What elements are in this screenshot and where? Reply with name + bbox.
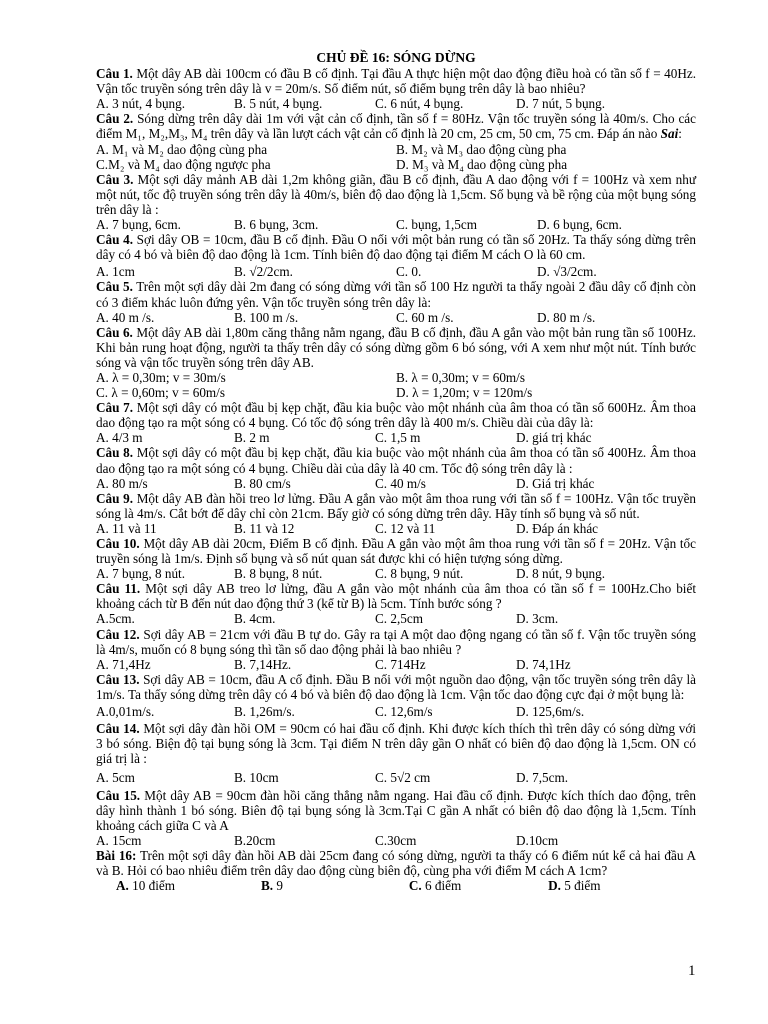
question-number: Câu 6. — [96, 324, 133, 340]
answer-c: C.30cm — [375, 832, 417, 848]
question-number: Câu 4. — [96, 232, 133, 248]
answer-a: A. 3 nút, 4 bụng. — [96, 96, 186, 112]
question-number: Câu 15. — [96, 787, 141, 803]
answer-d: D. 80 m /s. — [537, 309, 596, 325]
answer-d: D. 7,5cm. — [516, 770, 569, 786]
answer-b: B. 1,26m/s. — [234, 704, 295, 720]
answer-b: B.20cm — [234, 832, 276, 848]
answer-d: D. λ = 1,20m; v = 120m/s — [396, 385, 533, 401]
answer-c: C. λ = 0,60m; v = 60m/s — [96, 385, 225, 401]
question-text: Một sợi dây có một đầu bị kẹp chặt, đầu kia buộc vào một nhánh của âm thoa có tần số 600Hz. Âm thoa dao động tạo ra một sóng có 4 bụng. Có tốc độ sóng trên dây là 400 m/s. Chiều dài của dây là: — [96, 400, 697, 431]
question-number: Câu 3. — [96, 171, 134, 187]
answer-c: C. bụng, 1,5cm — [396, 217, 477, 233]
question-5 — [96, 279, 696, 324]
question-10 — [96, 536, 696, 581]
answer-a: A. 40 m /s. — [96, 309, 155, 325]
page-title: CHỦ ĐỀ 16: SÓNG DỪNG — [316, 50, 476, 65]
question-16 — [96, 848, 696, 893]
answer-row — [96, 657, 696, 672]
answer-row — [96, 878, 696, 893]
page-number: 1 — [688, 963, 696, 979]
answer-row — [96, 310, 696, 325]
question-text: Một dây AB đàn hồi treo lơ lửng. Đầu A gắn vào một âm thoa rung với tần số f = 100Hz. Vận tốc truyền sóng là 4m/s. Cắt bớt để dây chỉ còn 21cm. Bấy giờ có sóng dừng trên dây. Hãy tính số bụng và số nút. — [96, 490, 697, 521]
question-14 — [96, 721, 696, 785]
answer-b: B. λ = 0,30m; v = 60m/s — [396, 369, 525, 385]
answer-d: D. √3/2cm. — [537, 264, 597, 280]
answer-d: D. 125,6m/s. — [516, 704, 585, 720]
answer-c: C. 0. — [396, 264, 422, 280]
answer-c: C. 6 nút, 4 bụng. — [375, 96, 464, 112]
question-7 — [96, 400, 696, 445]
answer-row — [96, 833, 696, 848]
answer-d: D. M₃ và M₄ dao động cùng pha — [396, 156, 568, 172]
answer-row — [96, 430, 696, 445]
question-9 — [96, 491, 696, 536]
answer-a: A.0,01m/s. — [96, 704, 155, 720]
answer-row — [96, 704, 696, 719]
question-1 — [96, 66, 696, 111]
answer-a: A. 7 bụng, 6cm. — [96, 217, 181, 233]
answer-b: B. 7,14Hz. — [234, 656, 292, 672]
answer-d: D. 5 điểm — [548, 878, 601, 894]
question-text: Một dây AB = 90cm đàn hồi căng thẳng nằm ngang. Hai đầu cố định. Được kích thích dao động, trên dây hình thành 1 bó sóng. Biên độ tại bụng sóng là 3cm.Tại C gần A nhất có biên độ dao động là 1,5cm. Tính khoảng cách giữa C và A — [96, 787, 696, 833]
answer-c: C. 714Hz — [375, 656, 426, 672]
answer-a: A. 4/3 m — [96, 430, 143, 446]
answer-b: B. 9 — [261, 878, 283, 894]
answer-c: C. 12,6m/s — [375, 704, 433, 720]
answer-row — [96, 770, 696, 785]
answer-row — [96, 217, 696, 232]
answer-b: B. 8 bụng, 8 nút. — [234, 566, 323, 582]
question-3 — [96, 172, 696, 232]
answer-b: B. 4cm. — [234, 611, 276, 627]
answer-d: D. 74,1Hz — [516, 656, 571, 672]
question-number: Câu 8. — [96, 445, 134, 461]
document-page — [96, 50, 696, 893]
answer-a: A. 80 m/s — [96, 475, 148, 491]
emphasis-word: Sai — [660, 126, 679, 142]
question-number: Câu 11. — [96, 581, 141, 597]
question-number: Câu 9. — [96, 490, 134, 506]
answer-a: A. 11 và 11 — [96, 520, 157, 536]
answer-row — [96, 476, 696, 491]
question-number: Câu 10. — [96, 536, 140, 551]
answer-b: B. 10cm — [234, 770, 279, 786]
answer-row — [96, 142, 696, 157]
question-text: Trên một sợi dây đàn hồi AB dài 25cm đang có sóng dừng, người ta thấy có 6 điểm nút kể cả hai đầu A và B. Hỏi có bao nhiêu điểm trên dây dao động cùng biên độ, cùng pha với điểm M cách A 1cm? — [96, 847, 696, 878]
question-text: Một dây AB dài 20cm, Điểm B cố định. Đầu A gắn vào một âm thoa rung với tần số f = 20Hz. Vận tốc truyền sóng là 1m/s. Định số bụng và số nút quan sát được khi có hiện tượng sóng dừng. — [96, 536, 697, 567]
question-8 — [96, 445, 696, 490]
answer-row — [96, 370, 696, 385]
question-number: Câu 13. — [96, 671, 140, 687]
answer-a: A. 7 bụng, 8 nút. — [96, 566, 186, 582]
question-number: Câu 2. — [96, 111, 134, 127]
answer-c: C. 1,5 m — [375, 430, 421, 446]
question-12 — [96, 627, 696, 672]
answer-c: C. 12 và 11 — [375, 520, 436, 536]
answer-row — [96, 385, 696, 400]
answer-a: A. 10 điểm — [116, 878, 175, 894]
question-15 — [96, 788, 696, 848]
question-13 — [96, 672, 696, 719]
question-text: Một sợi dây đàn hồi OM = 90cm có hai đầu cố định. Khi được kích thích thì trên dây có sóng dừng với 3 bó sóng. Biện độ tại bụng sóng là 3cm. Tại điểm N trên dây gần O nhất có biên độ dao động là 1,5cm. ON có giá trị là : — [96, 721, 696, 767]
answer-a: A. 15cm — [96, 832, 142, 848]
answer-b: B. 80 cm/s — [234, 475, 291, 491]
question-text: Một sợi dây có một đầu bị kẹp chặt, đầu kia buộc vào một nhánh của âm thoa có tần số 400Hz. Âm thoa dao động tạo ra một sóng có 4 bụng. Chiều dài của dây là 40 cm. Tốc độ sóng trên dây là : — [96, 445, 697, 476]
question-number: Câu 5. — [96, 279, 133, 295]
question-text: Sợi dây AB = 10cm, đầu A cố định. Đầu B nối với một nguồn dao động, vận tốc truyền sóng trên dây là 1m/s. Ta thấy sóng dừng trên dây có 4 bó và biên độ dao động là 1cm. Vận tốc dao động cực đại ở một bụng là: — [96, 671, 697, 702]
answer-b: B. M₂ và M₃ dao động cùng pha — [396, 141, 567, 157]
question-number: Bài 16: — [96, 847, 137, 863]
question-text: Sợi dây OB = 10cm, đầu B cố định. Đầu O nối với một bản rung có tần số 20Hz. Ta thấy sóng dừng trên dây có 4 bó và biên độ dao động là 1cm. Tính biên độ dao động tại điểm M cách O là 60 cm. — [96, 232, 697, 263]
answer-row — [96, 611, 696, 626]
question-text: Một sợi dây mảnh AB dài 1,2m không giãn, đầu B cố định, đầu A dao động với f = 100Hz và xem như một nút, tốc độ truyền sóng trên dây là 40m/s, biên độ dao động là 1,5cm. Số bụng và bề rộng của một bụng sóng trên dây là : — [96, 171, 697, 217]
answer-row — [96, 96, 696, 111]
answer-d: D. giá trị khác — [516, 430, 592, 446]
answer-row — [96, 566, 696, 581]
answer-b: B. 2 m — [234, 430, 270, 446]
answer-d: D. 8 nút, 9 bụng. — [516, 566, 606, 582]
answer-b: B. √2/2cm. — [234, 264, 293, 280]
answer-d: D. Giá trị khác — [516, 475, 595, 491]
question-text: Một dây AB dài 100cm có đầu B cố định. Tại đầu A thực hiện một dao động điều hoà có tần số f = 40Hz. Vận tốc truyền sóng trên dây là v = 20m/s. Số điểm nút, số điểm bụng trên dây là bao nhiêu? — [96, 66, 696, 97]
answer-a: A. 1cm — [96, 264, 135, 280]
question-6 — [96, 325, 696, 400]
answer-d: D. 7 nút, 5 bụng. — [516, 96, 606, 112]
answer-c: C. 8 bụng, 9 nút. — [375, 566, 464, 582]
answer-c: C. 2,5cm — [375, 611, 423, 627]
answer-a: A. 71,4Hz — [96, 656, 151, 672]
answer-c: C. 6 điểm — [408, 878, 462, 894]
question-text: Một dây AB dài 1,80m căng thẳng nằm ngang, đầu B cố định, đầu A gắn vào một bản rung tần số 100Hz. Khi bản rung hoạt động, người ta thấy trên dây có sóng dừng gồm 6 bó sóng, với A xem như một nút. Tính bước sóng và vận tốc truyền sóng trên dây AB. — [96, 324, 696, 370]
question-text: Một sợi dây AB treo lơ lửng, đầu A gắn vào một nhánh của âm thoa có tần số f = 100Hz.Cho biết khoảng cách từ B đến nút dao động thứ 3 (kể từ B) là 5cm. Tính bước sóng ? — [96, 581, 696, 612]
answer-d: D.10cm — [516, 832, 559, 848]
answer-row — [96, 157, 696, 172]
question-2: Câu 2. Sóng dừng trên dây dài 1m với vật cản cố định, tần số f = 80Hz. Vận tốc truyền sóng là 40m/s. Cho các điểm M₁, M₂,M₃, M₄ trên dây và lần lượt cách vật cản cố định là 20 cm, 25 cm, 50 cm, 75 cm. Đáp án nào Sai: A. M₁ và M₂ dao động cùng pha B. M₂ và M₃ dao động cùng pha C.M₂ và M₄ dao động ngược pha D. M₃ và M₄ dao động cùng pha — [96, 111, 697, 172]
answer-b: B. 5 nút, 4 bụng. — [234, 96, 323, 112]
answer-d: D. 6 bụng, 6cm. — [537, 217, 622, 233]
question-text: Sợi dây AB = 21cm với đầu B tự do. Gây ra tại A một dao động ngang có tần số f. Vận tốc truyền sóng là 4m/s, muốn có 8 bụng sóng thì tần số dao động phải là bao nhiêu ? — [96, 626, 697, 657]
answer-c: C.M₂ và M₄ dao động ngược pha — [96, 156, 271, 172]
answer-c: C. 5√2 cm — [375, 770, 431, 786]
answer-c: C. 60 m /s. — [396, 309, 454, 325]
question-number: Câu 7. — [96, 400, 134, 416]
answer-row — [96, 521, 696, 536]
question-number: Câu 14. — [96, 721, 140, 737]
question-text: Trên một sợi dây dài 2m đang có sóng dừng với tần số 100 Hz người ta thấy ngoài 2 đầu dây cố định còn có 3 điểm khác luôn đứng yên. Vận tốc truyền sóng trên dây là: — [96, 279, 697, 310]
answer-row — [96, 264, 696, 279]
question-4 — [96, 232, 696, 279]
answer-a: A. λ = 0,30m; v = 30m/s — [96, 369, 226, 385]
question-number: Câu 12. — [96, 626, 140, 642]
answer-a: A. M₁ và M₂ dao động cùng pha — [96, 141, 268, 157]
answer-c: C. 40 m/s — [375, 475, 426, 491]
question-number: Câu 1. — [96, 66, 133, 82]
question-text: Sóng dừng trên dây dài 1m với vật cản cố định, tần số f = 80Hz. Vận tốc truyền sóng là 40m/s. Cho các điểm M₁, M₂,M₃, M₄ trên dây và lần lượt cách vật cản cố định là 20 cm, 25 cm, 50 cm, 75 cm. Đáp án nào — [96, 111, 697, 142]
answer-b: B. 11 và 12 — [234, 520, 295, 536]
answer-d: D. Đáp án khác — [516, 520, 599, 536]
answer-a: A. 5cm — [96, 770, 135, 786]
question-11 — [96, 581, 696, 626]
answer-b: B. 100 m /s. — [234, 309, 299, 325]
answer-b: B. 6 bụng, 3cm. — [234, 217, 319, 233]
answer-a: A.5cm. — [96, 611, 135, 627]
answer-d: D. 3cm. — [516, 611, 559, 627]
